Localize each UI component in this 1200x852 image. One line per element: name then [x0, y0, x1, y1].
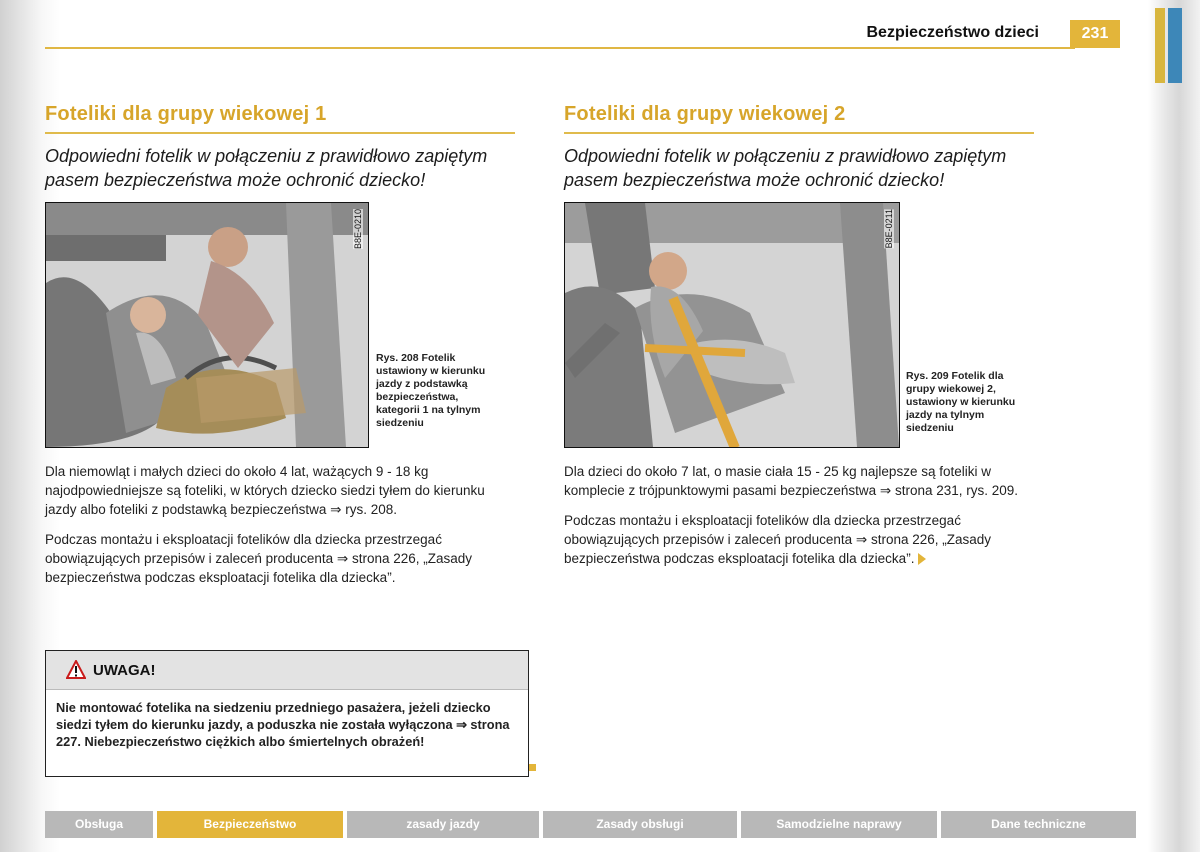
body-paragraph-1: Dla niemowląt i małych dzieci do około 4 lat, ważących 9 - 18 kg najodpowiedniejsze są foteliki, w których dziecko siedzi tyłem do kierunku jazdy albo foteliki z podstawką bezpieczeństwa ⇒ rys. 208.: [45, 464, 485, 517]
warning-box: [45, 650, 529, 777]
figure-row-208: [45, 202, 515, 448]
tab-zasady-obslugi[interactable]: Zasady obsługi: [543, 811, 741, 838]
tab-obsluga[interactable]: Obsługa: [45, 811, 157, 838]
lead-text-group-1: Odpowiedni fotelik w połączeniu z prawidłowo zapiętym pasem bezpieczeństwa może ochronić dziecko!: [45, 146, 488, 190]
section-title-group-1: Foteliki dla grupy wiekowej 1: [45, 103, 515, 134]
tab-zasady-jazdy[interactable]: zasady jazdy: [347, 811, 543, 838]
page-number: 231: [1070, 20, 1120, 48]
figure-code: B8E-0211: [884, 209, 894, 249]
figure-208-image: [45, 202, 369, 448]
warning-title: UWAGA!: [93, 662, 156, 679]
chapter-tabs: [45, 811, 1140, 838]
page-edge: [1148, 0, 1200, 852]
edge-tab-yellow: [1155, 8, 1165, 83]
edge-tab-blue: [1168, 8, 1182, 83]
warning-text: Nie montować fotelika na siedzeniu przedniego pasażera, jeżeli dziecko siedzi tyłem do kierunku jazdy, a poduszka nie została wyłączona ⇒ strona 227. Niebezpieczeństwo ciężkich albo śmiertelnych obrażeń!: [56, 700, 510, 749]
warning-header: [46, 651, 528, 690]
figure-208-caption: Rys. 208 Fotelik ustawiony w kierunku jazdy z podstawką bezpieczeństwa, kategorii 1 na tylnym siedzeniu: [376, 352, 486, 429]
booster-seat-illustration: [565, 203, 899, 447]
chapter-title: Bezpieczeństwo dzieci: [866, 24, 1039, 41]
lead-text-group-2: Odpowiedni fotelik w połączeniu z prawidłowo zapiętym pasem bezpieczeństwa może ochronić dziecko!: [564, 146, 1007, 190]
figure-209-caption: Rys. 209 Fotelik dla grupy wiekowej 2, ustawiony w kierunku jazdy na tylnym siedzeniu: [906, 370, 1016, 434]
tab-bezpieczenstwo[interactable]: Bezpieczeństwo: [157, 811, 347, 838]
figure-209-image: [564, 202, 900, 448]
figure-row-209: [564, 202, 1034, 448]
car-seat-illustration: [46, 203, 368, 447]
body-paragraph-3: Dla dzieci do około 7 lat, o masie ciała 15 - 25 kg najlepsze są foteliki w komplecie z trójpunktowymi pasami bezpieczeństwa ⇒ strona 231, rys. 209.: [564, 464, 1019, 498]
warning-triangle-icon: [66, 660, 86, 679]
left-column: [45, 103, 515, 587]
end-square-icon: [529, 764, 536, 771]
tab-dane-techniczne[interactable]: Dane techniczne: [941, 811, 1140, 838]
tab-samodzielne-naprawy[interactable]: Samodzielne naprawy: [741, 811, 941, 838]
figure-code: B8E-0210: [353, 209, 363, 250]
next-page-arrow-icon: [918, 553, 926, 565]
body-paragraph-2: Podczas montażu i eksploatacji fotelików dla dziecka przestrzegać obowiązujących przepisów i zaleceń producenta ⇒ strona 226, „Zasady bezpieczeństwa podczas eksploatacji fotelika dla dziecka”.: [45, 532, 473, 585]
section-title-group-2: Foteliki dla grupy wiekowej 2: [564, 103, 1034, 134]
body-paragraph-4: Podczas montażu i eksploatacji fotelików dla dziecka przestrzegać obowiązujących przepisów i zaleceń producenta ⇒ strona 226, „Zasady bezpieczeństwa podczas eksploatacji fotelika dla dziecka”.: [564, 513, 992, 566]
page-header: [45, 22, 1075, 49]
right-column: [564, 103, 1034, 568]
